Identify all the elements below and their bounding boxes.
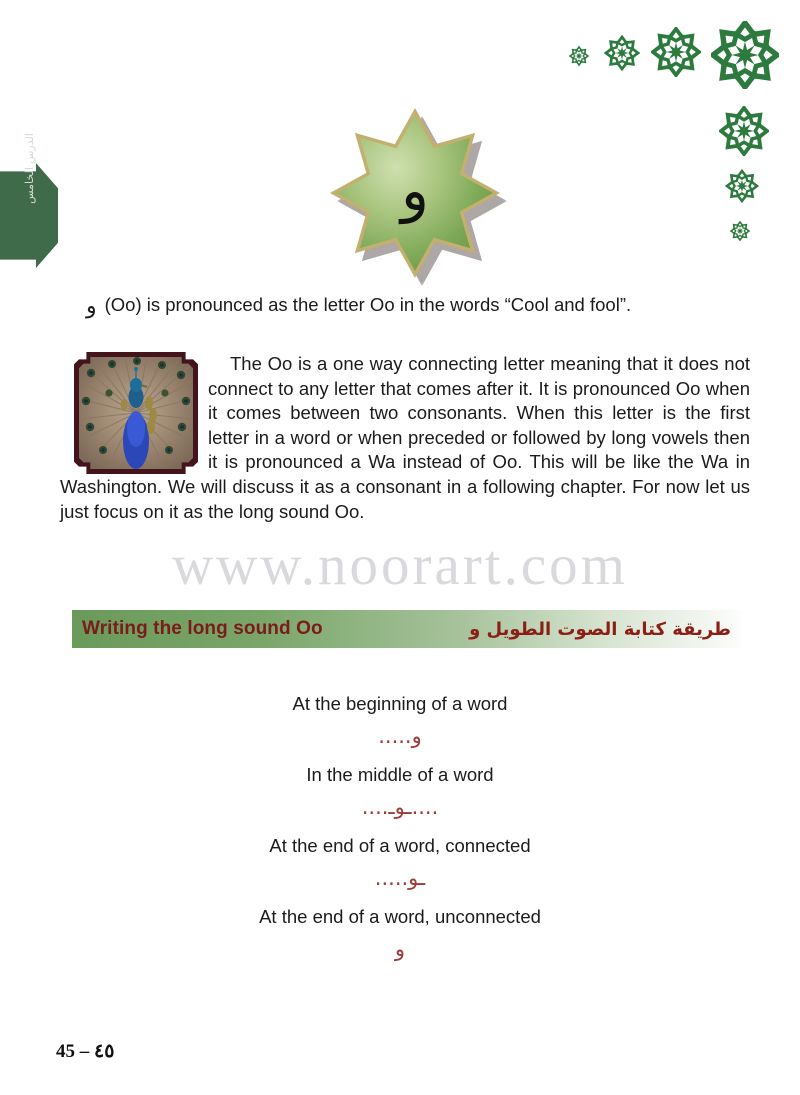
chapter-side-tab [0,133,58,268]
writing-form-glyph: و..... [378,723,422,748]
rosette-star-icon [568,45,590,72]
rosette-star-icon [604,35,640,76]
waw-letter-badge [330,108,500,278]
section-header-arabic: طريقة كتابة الصوت الطويل و [469,618,731,640]
writing-form-caption: In the middle of a word [306,763,494,785]
writing-form-row [0,692,800,757]
intro-line [86,294,746,320]
writing-form-row [0,834,800,899]
writing-form-caption: At the beginning of a word [292,693,508,714]
badge-letter-glyph: و [400,156,429,224]
section-header-english: Writing the long sound Oo [82,618,323,639]
page-number: 45 – ٤٥ [56,1041,115,1062]
writing-form-caption: At the end of a word, connected [269,834,531,856]
paragraph-image-wrap [60,352,208,474]
rosette-star-icon [711,21,779,94]
writing-form-row [0,905,800,970]
rosette-star-icon [729,220,751,247]
writing-form-glyph: ـو..... [374,865,426,890]
paragraph-text: The Oo is a one way connecting letter meaning that it does not connect to any letter that comes after it. It is pronounced Oo when it comes between two consonants. When this letter is the first letter in a word or when preceded or followed by long vowels then it is pronounced a Wa instead of Oo. This will be like the Wa in Washington. We will discuss it as a consonant in a following chapter. For now let us just focus on it as the long sound Oo. [60,353,750,522]
intro-arabic-letter: و [86,294,97,319]
rosette-star-icon [651,27,701,82]
writing-form-glyph: و [394,936,406,961]
intro-text: (Oo) is pronounced as the letter Oo in the words “Cool and fool”. [104,294,632,315]
side-tab-label: الدرس الخامس [23,133,36,204]
body-paragraph [60,352,750,524]
site-watermark: www.noorart.com [171,534,629,597]
writing-form-caption: At the end of a word, unconnected [259,905,541,927]
section-header-bar [72,610,747,648]
rosette-star-icon [719,106,769,161]
rosette-star-icon [725,169,759,208]
writing-form-row [0,763,800,828]
writing-forms-list [0,692,800,975]
writing-form-glyph: ....ـوـ.... [361,794,439,819]
